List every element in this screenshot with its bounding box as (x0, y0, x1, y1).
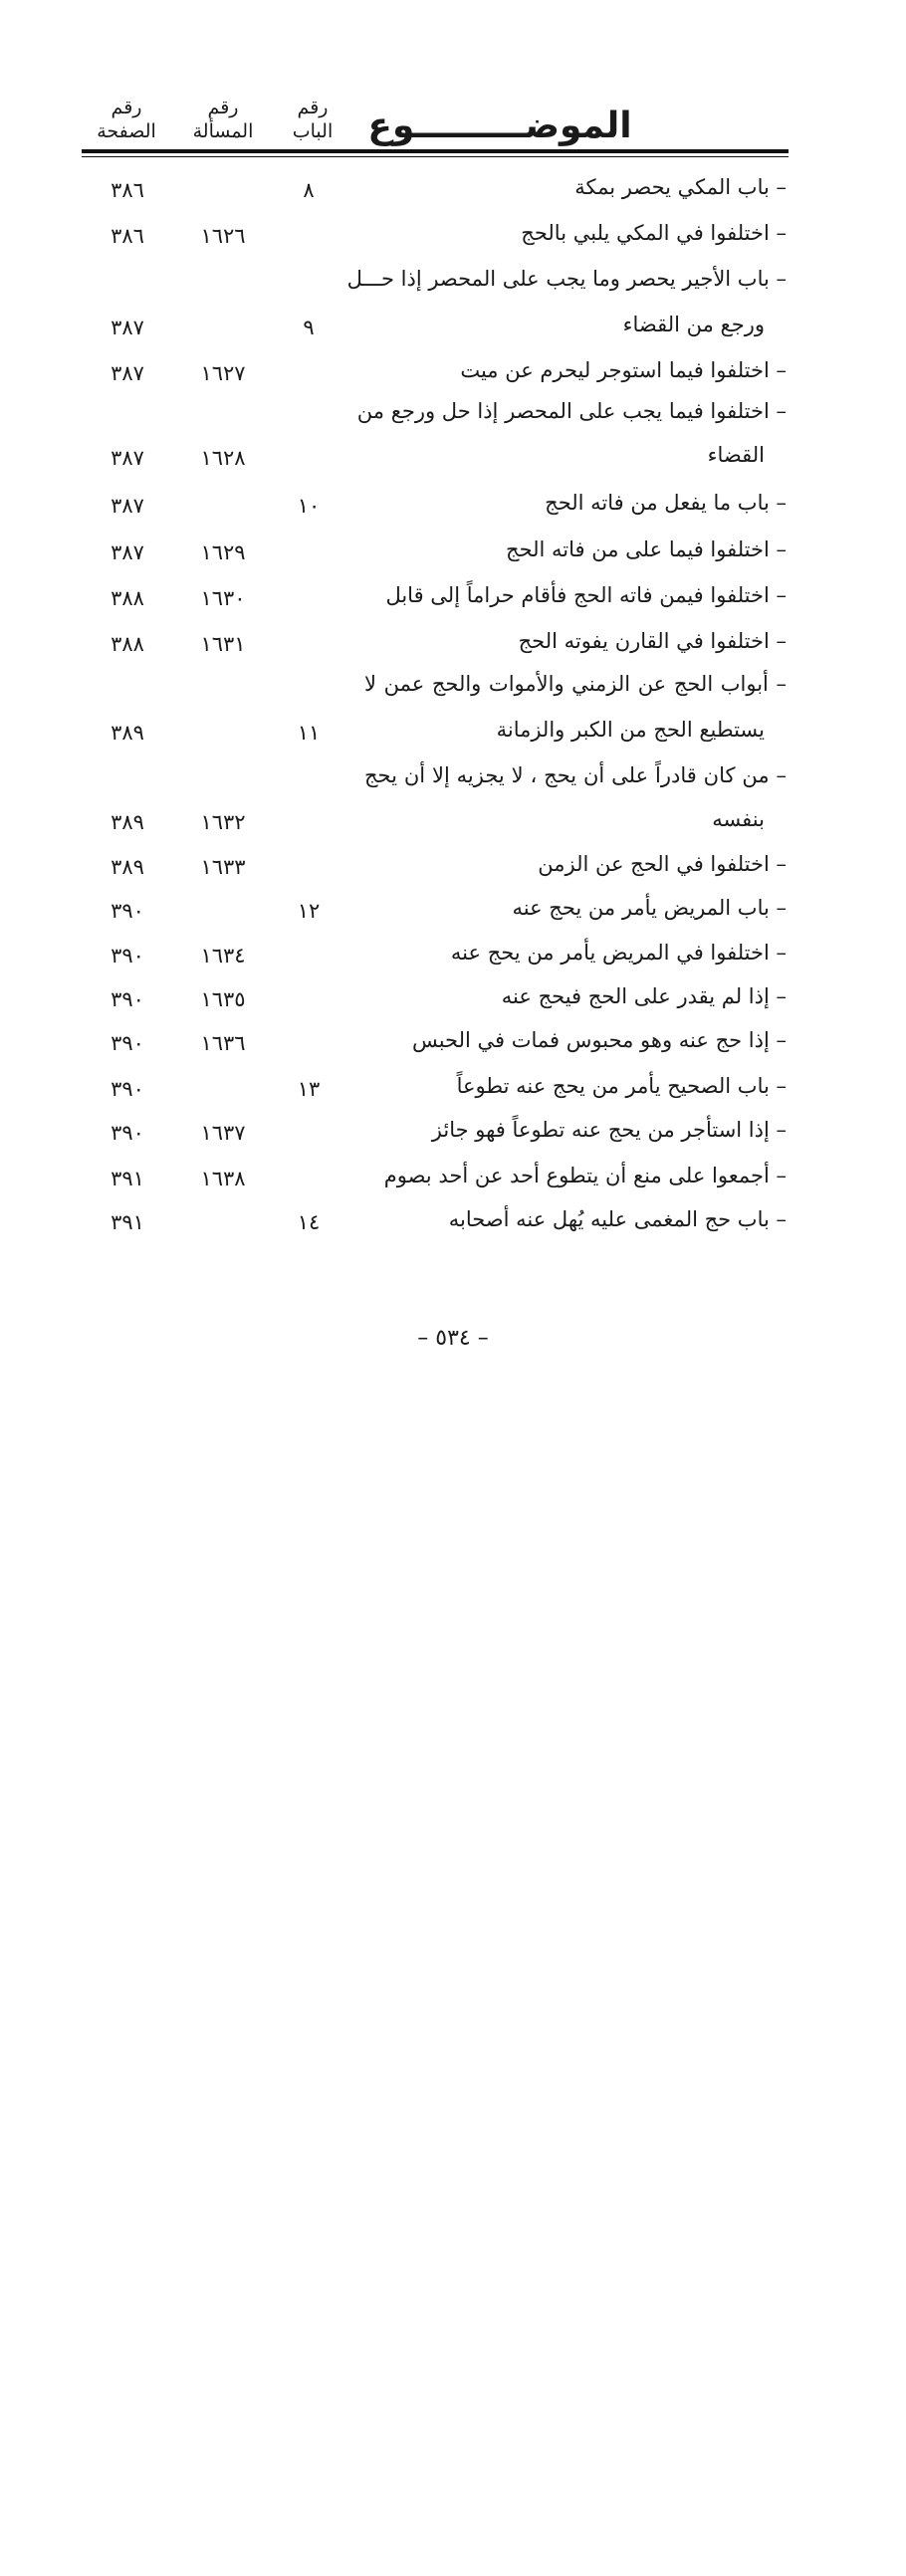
entry-chapter-number: ١٣ (297, 1077, 321, 1101)
entry-topic-line: – إذا لم يقدر على الحج فيحج عنه (501, 984, 787, 1008)
entry-page-number: ٣٨٧ (111, 316, 144, 339)
entry-page-number: ٣٨٦ (111, 224, 144, 248)
entry-page-number: ٣٩٠ (111, 944, 144, 967)
entry-page-number: ٣٨٦ (111, 178, 144, 202)
entry-chapter-number: ٨ (303, 178, 315, 202)
entry-page-number: ٣٨٩ (111, 855, 144, 879)
entry-chapter-number: ٩ (303, 316, 315, 339)
entry-page-number: ٣٩٠ (111, 1031, 144, 1055)
entry-page-number: ٣٩١ (111, 1167, 144, 1190)
entry-issue-number: ١٦٣٠ (200, 586, 246, 610)
entry-issue-number: ١٦٣٣ (200, 855, 246, 879)
header-rule-thick (82, 149, 789, 153)
entry-page-number: ٣٨٧ (111, 540, 144, 564)
entry-topic-line: – اختلفوا في الحج عن الزمن (538, 852, 787, 876)
entry-topic-line: – باب الصحيح يأمر من يحج عنه تطوعاً (456, 1074, 787, 1098)
issue-header-line-2: المسألة (192, 120, 254, 142)
page-number: – ٥٣٤ – (417, 1326, 489, 1351)
entry-topic-line: – أبواب الحج عن الزمني والأموات والحج عمن لا (364, 672, 787, 696)
entry-issue-number: ١٦٢٩ (200, 540, 246, 564)
entry-topic-line: – إذا حج عنه وهو محبوس فمات في الحبس (411, 1028, 787, 1052)
entry-topic-line: – اختلفوا في المكي يلبي بالحج (521, 221, 787, 245)
entry-topic-line: – اختلفوا في المريض يأمر من يحج عنه (450, 941, 787, 965)
entry-topic-line: – اختلفوا فيمن فاته الحج فأقام حراماً إلى قابل (385, 583, 787, 607)
entry-chapter-number: ١٤ (297, 1210, 321, 1234)
entry-page-number: ٣٨٩ (111, 810, 144, 834)
entry-topic-line: – باب الأجير يحصر وما يجب على المحصر إذا حـــل (346, 267, 787, 291)
header-rule-thin (82, 156, 789, 157)
issue-number-header (177, 96, 269, 157)
entry-page-number: ٣٩٠ (111, 987, 144, 1011)
entry-topic-line: – اختلفوا فيما على من فاته الحج (506, 537, 787, 561)
entry-topic-line: يستطيع الحج من الكبر والزمانة (496, 718, 765, 742)
entry-topic-line: – باب حج المغمى عليه يُهل عنه أصحابه (448, 1207, 787, 1231)
entry-page-number: ٣٩١ (111, 1210, 144, 1234)
entry-issue-number: ١٦٢٦ (200, 224, 246, 248)
page-header-line-1: رقم (111, 97, 142, 118)
entry-topic-line: القضاء (707, 443, 765, 467)
entry-issue-number: ١٦٣٧ (200, 1121, 246, 1145)
chapter-header-line-1: رقم (297, 97, 329, 118)
entry-topic-line: – اختلفوا فيما يجب على المحصر إذا حل ورجع من (356, 399, 787, 423)
entry-page-number: ٣٨٧ (111, 494, 144, 518)
entry-topic-line: – باب ما يفعل من فاته الحج (545, 491, 787, 515)
entry-issue-number: ١٦٣٤ (200, 944, 246, 967)
entry-issue-number: ١٦٢٧ (200, 361, 246, 385)
entry-page-number: ٣٨٧ (111, 361, 144, 385)
chapter-number-header (277, 96, 348, 157)
entry-topic-line: – باب المكي يحصر بمكة (574, 175, 787, 199)
entry-topic-line: – أجمعوا على منع أن يتطوع أحد عن أحد بصوم (383, 1164, 787, 1187)
entry-page-number: ٣٨٨ (111, 586, 144, 610)
entry-topic-line: – من كان قادراً على أن يحج ، لا يجزيه إلا أن يحج (364, 763, 787, 787)
entry-topic-line: – اختلفوا في القارن يفوته الحج (518, 629, 787, 653)
entry-issue-number: ١٦٣٨ (200, 1167, 246, 1190)
entry-page-number: ٣٩٠ (111, 1121, 144, 1145)
page-header-line-2: الصفحة (97, 120, 156, 142)
entry-topic-line: – إذا استأجر من يحج عنه تطوعاً فهو جائز (431, 1118, 787, 1142)
page-number-header (82, 96, 171, 157)
entry-issue-number: ١٦٣١ (200, 632, 246, 656)
entry-page-number: ٣٨٩ (111, 721, 144, 745)
issue-header-line-1: رقم (207, 97, 239, 118)
header-title: الموضـــــــــوع (367, 106, 632, 146)
entry-page-number: ٣٩٠ (111, 1077, 144, 1101)
entry-page-number: ٣٨٧ (111, 446, 144, 470)
entry-page-number: ٣٩٠ (111, 899, 144, 923)
entry-chapter-number: ١٢ (297, 899, 321, 923)
entry-topic-line: – اختلفوا فيما استوجر ليحرم عن ميت (460, 358, 787, 382)
entry-issue-number: ١٦٣٢ (200, 810, 246, 834)
entry-issue-number: ١٦٢٨ (200, 446, 246, 470)
chapter-header-line-2: الباب (292, 120, 334, 142)
entry-chapter-number: ١٠ (297, 494, 321, 518)
entry-issue-number: ١٦٣٥ (200, 987, 246, 1011)
entry-topic-line: – باب المريض يأمر من يحج عنه (512, 896, 787, 920)
entry-chapter-number: ١١ (297, 721, 321, 745)
entry-page-number: ٣٨٨ (111, 632, 144, 656)
entry-topic-line: ورجع من القضاء (622, 313, 765, 336)
entry-topic-line: بنفسه (712, 807, 765, 831)
entry-issue-number: ١٦٣٦ (200, 1031, 246, 1055)
